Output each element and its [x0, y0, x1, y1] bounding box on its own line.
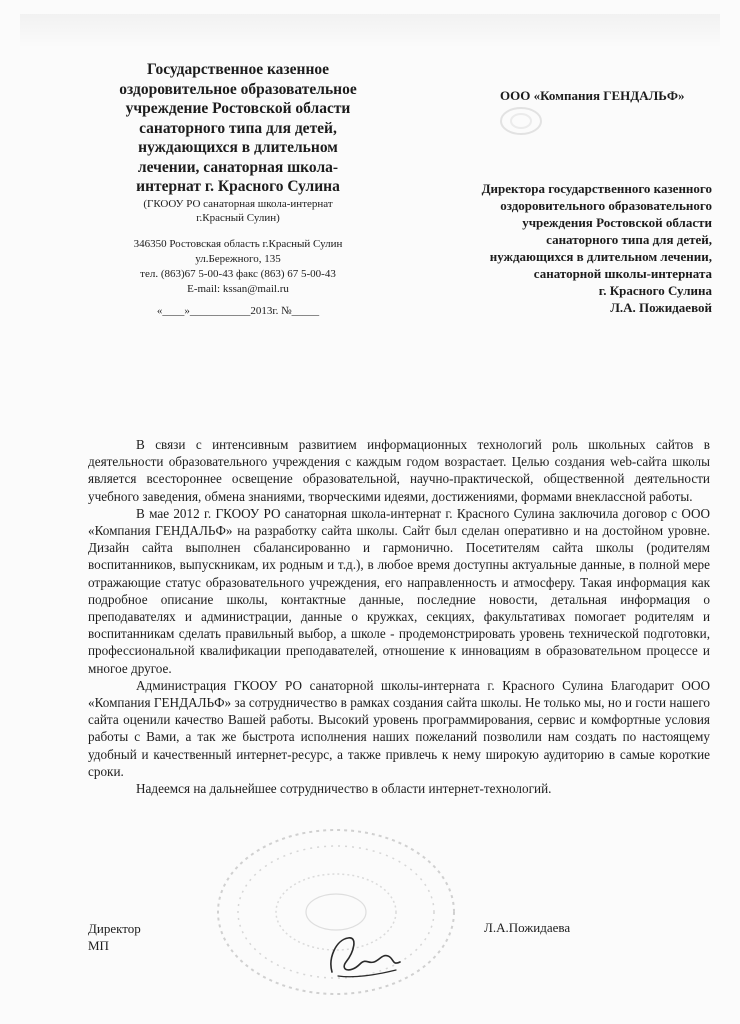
addressee-line-5: нуждающихся в длительном лечении,: [489, 249, 712, 264]
scan-shadow: [20, 14, 720, 48]
addressee-line-3: учреждения Ростовской области: [522, 215, 712, 230]
seal-place-mark: МП: [88, 938, 109, 953]
body-paragraph-2: В мае 2012 г. ГКООУ РО санаторная школа-интернат г. Красного Сулина заключила договор с ООО «Компания ГЕНДАЛЬФ» на разработку сайта школы. Сайт был сделан оперативно и на достойном уровне. Дизайн сайта выполнен сбалансированно и гармонично. Посетителям сайта школы (родителям воспитанников, выпускникам, их родным и т.д.), в любое время доступны актуальные данные, в полной мере отражающие статус образовательного учреждения, его направленность и атмосферу. Такая информация как подробное описание школы, контактные данные, последние новости, детальная информация о преподавателях и администрации, данные о кружках, секциях, факультативах помогает родителям и воспитанникам сделать правильный выбор, а школе - продемонстрировать уровень технической подготовки, профессиональной квалификации преподавателей, отношение к инновациям в образовательном процессе и многое другое.: [88, 505, 710, 676]
addressee-line-1: Директора государственного казенного: [481, 181, 712, 196]
addressee-line-4: санаторного типа для детей,: [546, 232, 712, 247]
body-paragraph-3: Администрация ГКООУ РО санаторной школы-интерната г. Красного Сулина Благодарит ООО «Компания ГЕНДАЛЬФ» за сотрудничество в рамках создания сайта школы. Не только мы, но и гости нашего сайта оценили качество Вашей работы. Высокий уровень программирования, сервис и комфортные условия работы с Вами, а так же быстрота исполнения наших пожеланий позволили нам создать по настоящему удобный и качественный интернет-ресурс, а также привлечь к нему широкую аудиторию в самые короткие сроки.: [88, 677, 710, 779]
letter-body: [88, 436, 710, 797]
signature-position-block: [88, 920, 141, 954]
org-name-line-5: нуждающихся в длительном: [138, 139, 338, 156]
signer-name: Л.А.Пожидаева: [484, 920, 571, 935]
letterhead: [88, 60, 388, 317]
handwritten-signature: [318, 918, 408, 988]
org-name-line-4: санаторного типа для детей,: [139, 119, 337, 137]
scan-smudge: [498, 104, 544, 138]
org-email-line: E-mail: kssan@mail.ru: [187, 282, 289, 295]
org-name-line-3: учреждение Ростовской области: [125, 100, 351, 117]
org-address-line-1: 346350 Ростовская область г.Красный Сулин: [133, 237, 343, 250]
org-phone-line: тел. (863)67 5-00-43 факс (863) 67 5-00-43: [140, 267, 336, 280]
org-name-line-7: интернат г. Красного Сулина: [136, 178, 340, 195]
body-paragraph-1: В связи с интенсивным развитием информационных технологий роль школьных сайтов в деятельности образовательного учреждения с каждым годом возрастает. Целью создания web-сайта школы является всестороннее освещение образовательной, научно-практической, общественной деятельности учебного заведения, обмена знаниями, творческими идеями, достижениями, формами внеклассной работы.: [88, 437, 710, 504]
addressee-line-7: г. Красного Сулина: [598, 283, 712, 298]
signer-position: Директор: [88, 921, 141, 936]
recipient-company: ООО «Компания ГЕНДАЛЬФ»: [500, 88, 685, 103]
org-name-line-6: лечении, санаторная школа-: [137, 158, 339, 176]
outgoing-reference: «____»___________2013г. №_____: [156, 304, 320, 317]
org-short-name-line-2: г.Красный Сулин): [196, 211, 280, 224]
org-name-line-1: Государственное казенное: [146, 61, 330, 78]
addressee-name: Л.А. Пожидаевой: [610, 300, 712, 315]
addressee-line-2: оздоровительного образовательного: [500, 198, 712, 213]
org-name-line-2: оздоровительное образовательное: [119, 80, 357, 98]
org-address-line-2: ул.Бережного, 135: [195, 252, 281, 265]
body-paragraph-4: Надеемся на дальнейшее сотрудничество в области интернет-технологий.: [136, 781, 552, 797]
addressee-line-6: санаторной школы-интерната: [533, 266, 712, 281]
org-short-name-line-1: (ГКООУ РО санаторная школа-интернат: [143, 197, 333, 210]
addressee-block: [482, 180, 712, 316]
